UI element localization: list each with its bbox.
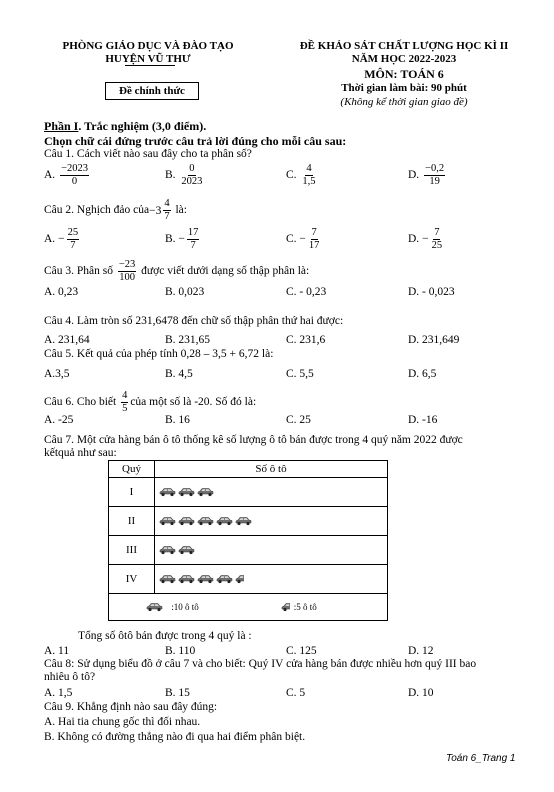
car-cells <box>155 536 388 565</box>
district-name: HUYỆN VŨ THƯ <box>105 53 191 65</box>
q4-option-b[interactable]: B. 231,65 <box>165 334 211 346</box>
car-icon <box>197 573 216 585</box>
car-icon <box>159 573 178 585</box>
header-cars: Số ô tô <box>155 461 388 478</box>
car-icon <box>235 515 254 527</box>
q1-option-b[interactable]: B. $\frac{0}{2023}$ <box>165 163 203 187</box>
q5-option-c[interactable]: C. 5,5 <box>286 368 314 380</box>
page-footer: Toán 6_Trang 1 <box>446 753 516 764</box>
part1-title-rest: . Trắc nghiệm (3,0 điểm). <box>78 119 207 133</box>
q5-option-b[interactable]: B. 4,5 <box>165 368 193 380</box>
row-q3 <box>109 536 388 565</box>
q6-option-d[interactable]: D. -16 <box>408 414 438 426</box>
car-cells <box>155 507 388 536</box>
q2-option-b[interactable]: B. − $\frac{17}{7}$ <box>165 227 199 251</box>
department-name: PHÒNG GIÁO DỤC VÀ ĐÀO TẠO <box>62 40 234 52</box>
q7-text-line1: Câu 7. Một cửa hàng bán ô tô thống kê số lượng ô tô bán được trong 4 quý năm 2022 được <box>44 434 463 446</box>
q2-mixed-number: −3 $\frac{4}{7}$ <box>149 198 170 222</box>
car-icon <box>159 544 178 556</box>
q9-option-a[interactable]: A. Hai tia chung gốc thì đối nhau. <box>44 716 201 728</box>
legend-row <box>109 594 388 621</box>
legend-full-label: :10 ô tô <box>171 601 199 612</box>
q4-text: Câu 4. Làm tròn số 231,6478 đến chữ số thập phân thứ hai được: <box>44 315 344 327</box>
q3-option-c[interactable]: C. - 0,23 <box>286 286 327 298</box>
header-quarter: Quý <box>109 461 155 478</box>
q8-text-line1: Câu 8: Sử dụng biểu đồ ở câu 7 và cho biết: Quý IV cửa hàng bán được nhiều hơn quý III bao <box>44 658 477 670</box>
q4-option-d[interactable]: D. 231,649 <box>408 334 460 346</box>
q8-option-c[interactable]: C. 5 <box>286 687 306 699</box>
car-icon <box>197 486 216 498</box>
row-label: III <box>109 536 155 565</box>
car-icon <box>178 573 197 585</box>
car-icon <box>178 486 197 498</box>
q2-option-c[interactable]: C. − $\frac{7}{17}$ <box>286 227 320 251</box>
half-car-icon <box>235 573 246 585</box>
q8-option-d[interactable]: D. 10 <box>408 687 434 699</box>
q9-option-b[interactable]: B. Không có đường thẳng nào đi qua hai điểm phân biệt. <box>44 731 306 743</box>
car-icon <box>178 515 197 527</box>
q7-text-line2: kếtquả như sau: <box>44 447 117 459</box>
q3-option-a[interactable]: A. 0,23 <box>44 286 79 298</box>
q3-text: Câu 3. Phân số $\frac{-23}{100}$ được viết dưới dạng số thập phân là: <box>44 259 310 283</box>
q8-text-line2: nhiêu ô tô? <box>44 671 96 683</box>
q1-option-d[interactable]: D. $\frac{-0,2}{19}$ <box>408 163 445 187</box>
q6-option-b[interactable]: B. 16 <box>165 414 190 426</box>
q2-option-a[interactable]: A. − $\frac{25}{7}$ <box>44 227 79 251</box>
car-icon <box>197 515 216 527</box>
part1-instruction: Chọn chữ cái đứng trước câu trả lời đúng cho mỗi câu sau: <box>44 134 347 148</box>
q6-option-c[interactable]: C. 25 <box>286 414 311 426</box>
q7-option-a[interactable]: A. 11 <box>44 645 70 657</box>
car-cells <box>155 478 388 507</box>
q3-option-d[interactable]: D. - 0,023 <box>408 286 455 298</box>
car-icon <box>159 486 178 498</box>
q5-option-d[interactable]: D. 6,5 <box>408 368 437 380</box>
exam-duration: Thời gian làm bài: 90 phút <box>341 82 467 94</box>
car-icon <box>178 544 197 556</box>
part1-title-prefix: Phần I <box>44 119 79 133</box>
q5-option-a[interactable]: A.3,5 <box>44 368 70 380</box>
legend-full-icon <box>109 602 165 613</box>
q7-question: Tổng số ôtô bán được trong 4 quý là : <box>78 630 252 642</box>
legend-half-label: :5 ô tô <box>293 601 317 612</box>
q8-option-a[interactable]: A. 1,5 <box>44 687 73 699</box>
q3-option-b[interactable]: B. 0,023 <box>165 286 205 298</box>
q6-option-a[interactable]: A. -25 <box>44 414 74 426</box>
car-icon <box>159 515 178 527</box>
q4-option-a[interactable]: A. 231,64 <box>44 334 90 346</box>
q1-text: Câu 1. Cách viết nào sau đây cho ta phân số? <box>44 148 252 160</box>
row-q4 <box>109 565 388 594</box>
q1-option-c[interactable]: C. $\frac{4}{1,5}$ <box>286 163 316 187</box>
row-label: IV <box>109 565 155 594</box>
row-label: I <box>109 478 155 507</box>
exam-title: ĐỀ KHẢO SÁT CHẤT LƯỢNG HỌC KÌ II <box>299 40 509 52</box>
q7-option-c[interactable]: C. 125 <box>286 645 317 657</box>
row-q1 <box>109 478 388 507</box>
car-icon <box>216 573 235 585</box>
q7-option-b[interactable]: B. 110 <box>165 645 196 657</box>
row-q2 <box>109 507 388 536</box>
row-label: II <box>109 507 155 536</box>
legend-half-icon <box>274 602 292 613</box>
car-icon <box>216 515 235 527</box>
q1-option-a[interactable]: A. $\frac{-2023}{0}$ <box>44 163 88 187</box>
duration-note: (Không kể thời gian giao đề) <box>340 96 468 108</box>
q6-text: Câu 6. Cho biết $\frac{4}{5}$ của một số là -20. Số đó là: <box>44 390 257 414</box>
subject: MÔN: TOÁN 6 <box>364 67 444 81</box>
q4-option-c[interactable]: C. 231,6 <box>286 334 326 346</box>
q9-text: Câu 9. Khẳng định nào sau đây đúng: <box>44 701 218 713</box>
pictograph-table <box>108 460 388 621</box>
header-divider <box>125 65 175 66</box>
car-cells <box>155 565 388 594</box>
school-year: NĂM HỌC 2022-2023 <box>351 53 457 65</box>
q8-option-b[interactable]: B. 15 <box>165 687 190 699</box>
q2-option-d[interactable]: D. − $\frac{7}{25}$ <box>408 227 443 251</box>
q2-text: Câu 2. Nghịch đảo của −3 $\frac{4}{7}$ là: <box>44 198 187 222</box>
official-exam-box: Đề chính thức <box>105 82 199 100</box>
part1-title <box>44 119 206 134</box>
q7-option-d[interactable]: D. 12 <box>408 645 434 657</box>
q5-text: Câu 5. Kết quả của phép tính 0,28 – 3,5 + 6,72 là: <box>44 348 274 360</box>
